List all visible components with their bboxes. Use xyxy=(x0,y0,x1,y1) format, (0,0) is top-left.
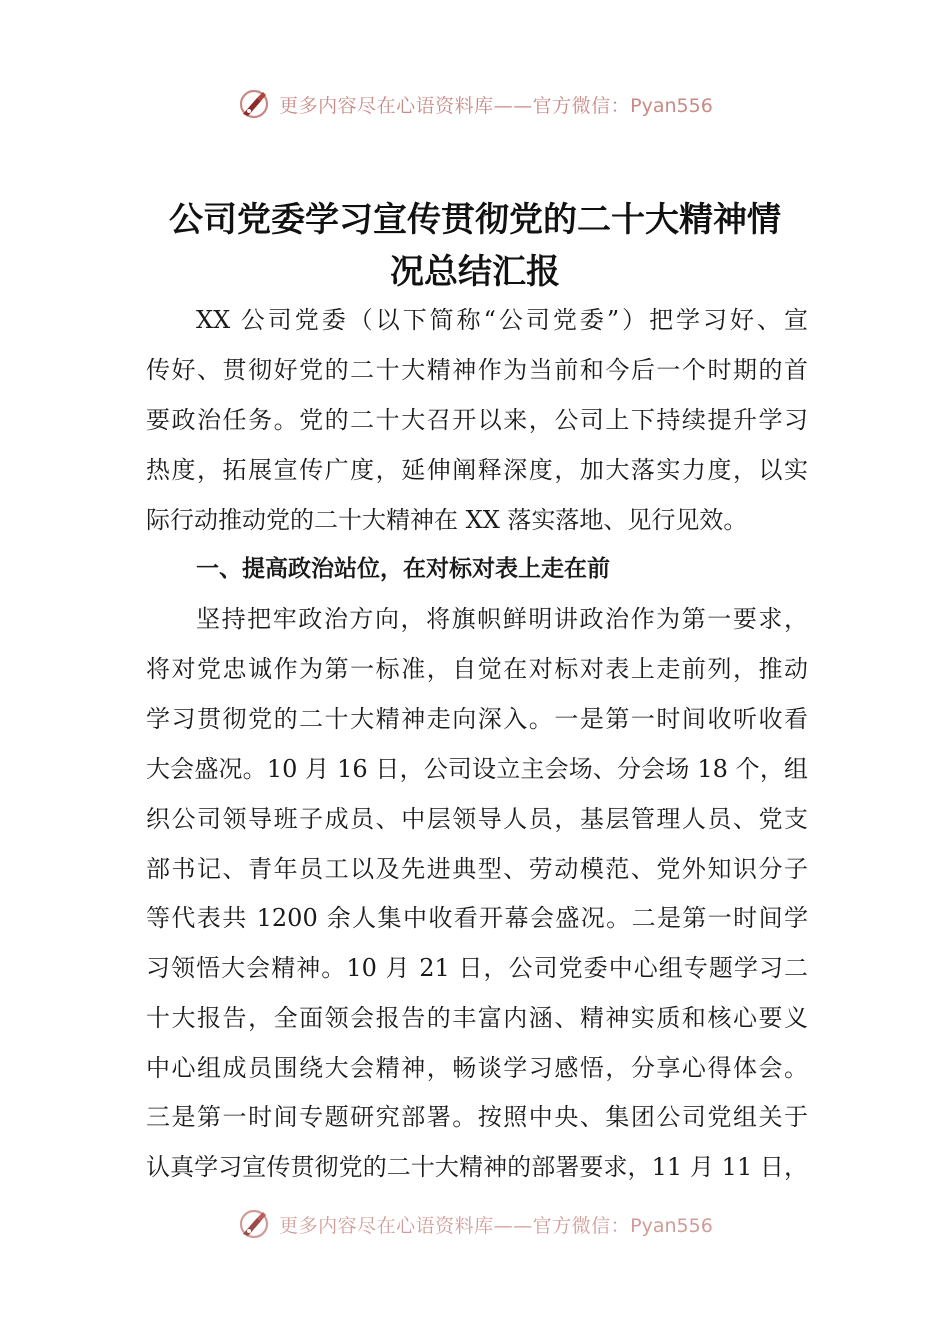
text-line: 学习贯彻党的二十大精神走向深入。一是第一时间收听收看 xyxy=(146,705,808,733)
footer-watermark xyxy=(0,1204,950,1244)
text-line: 认真学习宣传贯彻党的二十大精神的部署要求，11 月 11 日， xyxy=(146,1153,808,1181)
header-watermark xyxy=(0,84,950,124)
watermark-brand: Pyan556 xyxy=(630,94,713,117)
text-line: 要政治任务。党的二十大召开以来，公司上下持续提升学习 xyxy=(146,406,808,434)
watermark-brand: Pyan556 xyxy=(630,1214,713,1237)
watermark-text: 更多内容尽在心语资料库——官方微信：Pyan556 xyxy=(279,94,713,117)
text-line: 三是第一时间专题研究部署。按照中央、集团公司党组关于 xyxy=(146,1103,808,1131)
section-heading: 一、提高政治站位，在对标对表上走在前 xyxy=(196,556,610,582)
text-line: 等代表共 1200 余人集中收看开幕会盛况。二是第一时间学 xyxy=(146,904,808,932)
text-line: 织公司领导班子成员、中层领导人员，基层管理人员、党支 xyxy=(146,805,808,833)
text-line: 坚持把牢政治方向，将旗帜鲜明讲政治作为第一要求， xyxy=(196,605,808,633)
text-line: 热度，拓展宣传广度，延伸阐释深度，加大落实力度，以实 xyxy=(146,456,808,484)
text-line: 大会盛况。10 月 16 日，公司设立主会场、分会场 18 个，组 xyxy=(146,755,808,783)
pen-nib-logo-icon xyxy=(237,1207,271,1241)
document-title xyxy=(130,194,820,298)
title-line-2: 况总结汇报 xyxy=(390,252,560,292)
watermark-text: 更多内容尽在心语资料库——官方微信：Pyan556 xyxy=(279,1214,713,1237)
text-line: 际行动推动党的二十大精神在 XX 落实落地、见行见效。 xyxy=(146,506,748,534)
text-line: 习领悟大会精神。10 月 21 日，公司党委中心组专题学习二 xyxy=(146,954,808,982)
text-line: 传好、贯彻好党的二十大精神作为当前和今后一个时期的首 xyxy=(146,356,808,384)
text-line: 中心组成员围绕大会精神，畅谈学习感悟，分享心得体会。 xyxy=(146,1054,808,1082)
text-line: 部书记、青年员工以及先进典型、劳动模范、党外知识分子 xyxy=(146,855,808,883)
text-line: XX 公司党委（以下简称“公司党委”）把学习好、宣 xyxy=(196,306,808,334)
text-line: 十大报告，全面领会报告的丰富内涵、精神实质和核心要义 xyxy=(146,1004,808,1032)
title-line-1: 公司党委学习宣传贯彻党的二十大精神情 xyxy=(169,200,781,240)
text-line: 将对党忠诚作为第一标准，自觉在对标对表上走前列，推动 xyxy=(146,655,808,683)
pen-nib-logo-icon xyxy=(237,87,271,121)
